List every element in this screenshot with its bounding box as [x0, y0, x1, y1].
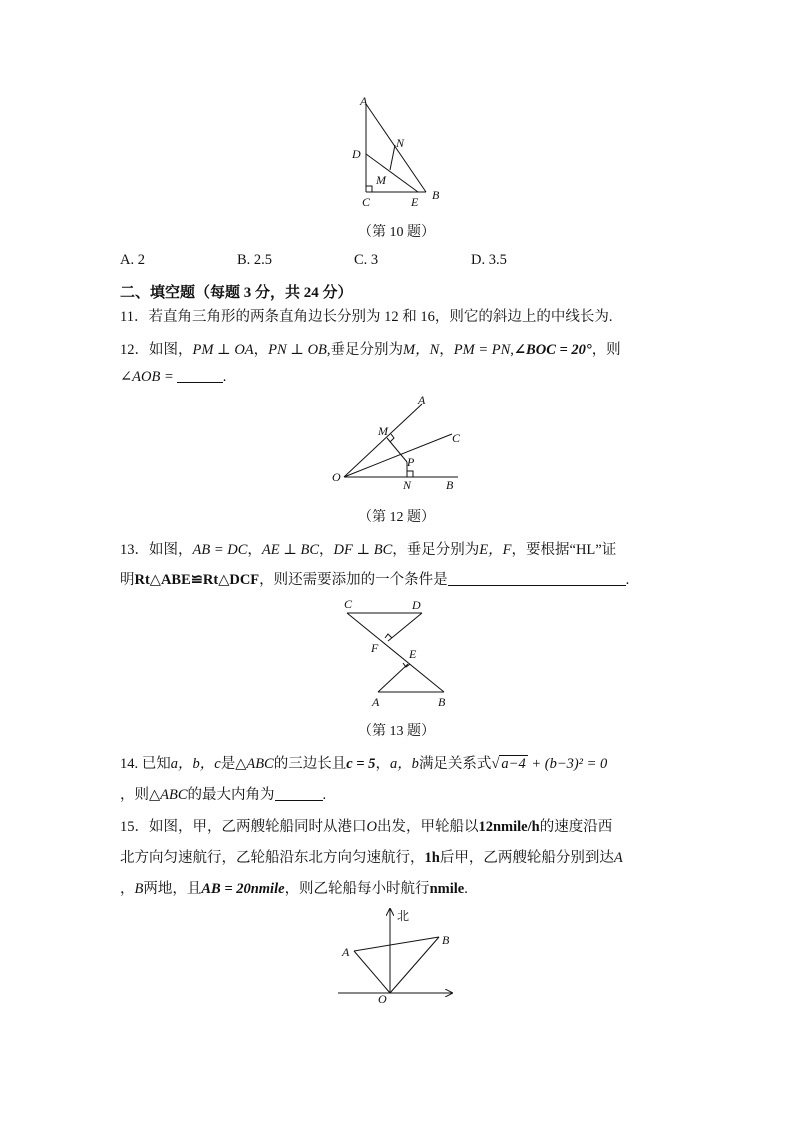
q13-s3: ，垂足分别为 — [392, 542, 480, 558]
q14-line2b: 的最大内角为 — [187, 787, 275, 803]
q13-line2a: 明 — [120, 572, 135, 588]
fig12-label-n: N — [403, 478, 412, 492]
q14-answer-blank[interactable] — [275, 786, 323, 801]
q12-cond4: ∠BOC = 20° — [513, 342, 592, 358]
q14-vars: a，b，c — [170, 756, 221, 772]
question-11: 11．若直角三角形的两条直角边长分别为 12 和 16，则它的斜边上的中线长为. — [120, 309, 613, 325]
q14-a: 14. 已知 — [120, 756, 171, 772]
q15-line1c: 的速度沿西 — [539, 819, 613, 835]
q12-cond3: PM = PN — [453, 342, 511, 358]
q10-option-c: C. 3 — [354, 252, 379, 268]
q15-line2a: 北方向匀速航行，乙轮船沿东北方向匀速航行， — [120, 850, 425, 866]
q15-o: O — [366, 819, 377, 835]
q10-option-b: B. 2.5 — [237, 252, 273, 268]
fig10-label-m: M — [376, 173, 386, 187]
question-15-line2 — [120, 846, 623, 867]
q12-sep1: ， — [253, 342, 269, 358]
q14-sqrt-sign: √ — [491, 756, 500, 772]
fig10-label-c: C — [362, 195, 371, 209]
fig10-label-e: E — [411, 195, 419, 209]
fig12-label-c: C — [452, 431, 461, 445]
q12-sep2: ， — [439, 342, 454, 358]
q15-line1a: 15．如图，甲，乙两艘轮船同时从港口 — [120, 819, 367, 835]
figure-15 — [334, 905, 464, 1007]
q14-line2a: ，则 — [120, 787, 149, 803]
fig12-label-m: M — [378, 424, 388, 438]
fig12-label-a: A — [418, 393, 426, 407]
q14-b: 是 — [220, 756, 236, 772]
fig12-label-p: P — [407, 455, 415, 469]
q12-tail: ，则 — [591, 342, 621, 358]
q12-mn: M，N — [403, 342, 440, 358]
q12-sep3: , — [510, 342, 514, 358]
question-14-line1 — [120, 752, 607, 773]
fig10-label-a: A — [360, 94, 368, 108]
question-13-line2 — [120, 568, 629, 589]
q12-mid: ,垂足分别为 — [326, 342, 404, 358]
question-15-line1 — [120, 815, 612, 836]
q13-answer-blank[interactable] — [448, 571, 626, 586]
q13-rt: Rt△ABE≌Rt△DCF — [134, 572, 260, 588]
fig13-label-b: B — [438, 695, 446, 709]
q13-s1: ， — [247, 542, 262, 558]
figure-10 — [340, 92, 450, 212]
q14-tri2: △ABC — [149, 787, 188, 803]
q14-tri: △ABC — [235, 756, 274, 772]
q14-c: 的三边长且 — [273, 756, 347, 772]
figure-12 — [326, 390, 476, 498]
q15-line3c: ，则乙轮船每小时航行 — [284, 881, 430, 897]
question-14-line2 — [120, 783, 326, 804]
q15-end: . — [464, 881, 468, 897]
fig12-caption: （第 12 题） — [358, 510, 435, 525]
q14-ab: a，b — [389, 756, 419, 772]
q15-ab: AB = 20nmile — [201, 881, 285, 897]
fig12-label-b: B — [446, 478, 454, 492]
fig15-label-o: O — [378, 992, 387, 1006]
figure-13 — [336, 594, 456, 714]
q10-option-a: A. 2 — [120, 252, 145, 268]
q12-prefix: 12．如图， — [120, 342, 193, 358]
fig15-north: 北 — [397, 909, 410, 923]
q13-line2b: ，则还需要添加的一个条件是 — [259, 572, 448, 588]
q13-line1a: 13．如图， — [120, 542, 193, 558]
fig10-label-b: B — [432, 188, 440, 202]
q14-e: 满足关系式 — [418, 756, 492, 772]
section-title: 二、填空题（每题 3 分，共 24 分） — [120, 285, 353, 301]
q15-line3a: ， — [120, 881, 135, 897]
q14-sqrt: a−4 — [501, 756, 526, 772]
q15-line1b: 出发，甲轮船以 — [376, 819, 479, 835]
question-13-line1 — [120, 538, 616, 559]
q13-s2: ， — [319, 542, 334, 558]
q15-speed: 12nmile/h — [478, 819, 540, 835]
q13-c1: AB = DC — [192, 542, 248, 558]
q15-a: A — [613, 850, 623, 866]
q15-h: 1h — [424, 850, 440, 866]
q12-cond2: PN ⊥ OB — [268, 342, 327, 358]
q14-d: ， — [375, 756, 390, 772]
fig15-label-b: B — [442, 933, 450, 947]
q14-end: . — [322, 787, 327, 803]
fig13-caption: （第 13 题） — [358, 724, 435, 739]
q13-c4: E，F — [479, 542, 512, 558]
q15-line2b: 后甲，乙两艘轮船分别到达 — [439, 850, 614, 866]
fig10-label-d: D — [352, 147, 361, 161]
q12-end: . — [222, 369, 227, 385]
q14-plus: + (b−3)² = 0 — [527, 756, 608, 772]
q12-line2: ∠AOB = — [120, 369, 174, 385]
q12-cond1: PM ⊥ OA — [192, 342, 254, 358]
fig15-label-a: A — [342, 945, 350, 959]
fig12-label-o: O — [332, 470, 341, 484]
q13-c3: DF ⊥ BC — [333, 542, 393, 558]
q14-cond: c = 5 — [346, 756, 376, 772]
question-12-line1 — [120, 338, 621, 359]
q12-answer-blank[interactable] — [177, 368, 223, 383]
q13-c2: AE ⊥ BC — [261, 542, 320, 558]
fig13-label-d: D — [412, 598, 421, 612]
q15-b: B — [134, 881, 144, 897]
q15-unit: nmile — [429, 881, 465, 897]
fig13-label-f: F — [371, 641, 379, 655]
q13-s4: ，要根据“HL”证 — [511, 542, 617, 558]
q10-option-d: D. 3.5 — [471, 252, 507, 268]
question-15-line3 — [120, 877, 468, 898]
question-12-line2 — [120, 368, 226, 386]
fig10-label-n: N — [396, 136, 405, 150]
fig13-label-e: E — [409, 647, 417, 661]
fig13-label-a: A — [372, 695, 380, 709]
q15-line3b: 两地，且 — [143, 881, 202, 897]
fig13-label-c: C — [344, 597, 353, 611]
fig10-caption: （第 10 题） — [358, 225, 435, 240]
q13-end: . — [625, 572, 630, 588]
